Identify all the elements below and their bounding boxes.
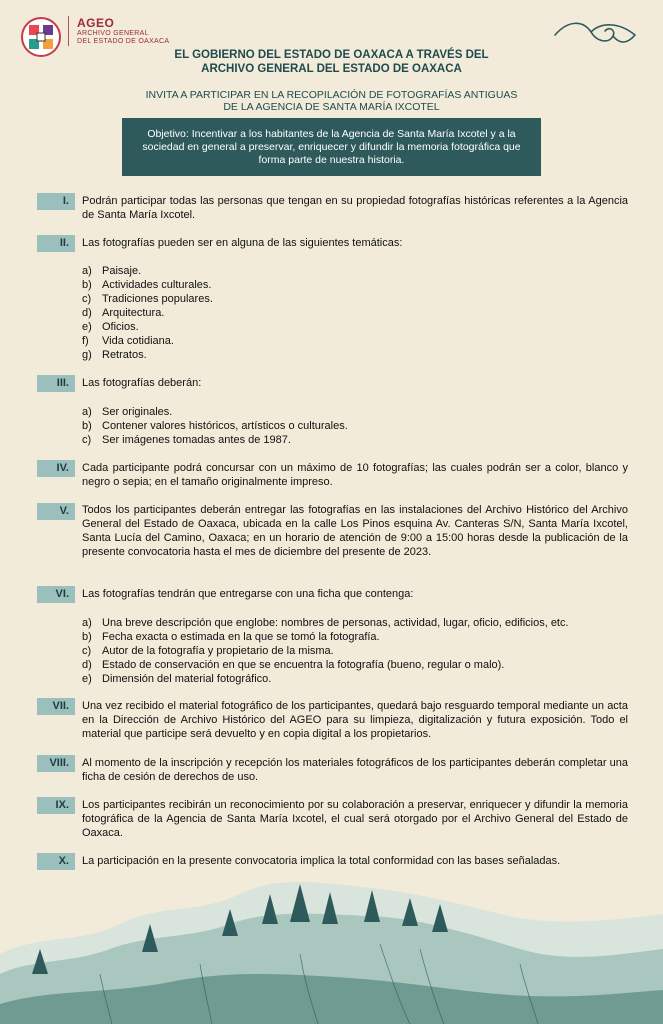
numeral-badge: VI. bbox=[37, 586, 75, 603]
list-item: d) Estado de conservación en que se encuentra la fotografía (bueno, regular o malo). bbox=[82, 659, 505, 671]
heading-line-1: EL GOBIERNO DEL ESTADO DE OAXACA A TRAVÉS DEL bbox=[174, 49, 489, 61]
list-item: a) Paisaje. bbox=[82, 265, 142, 277]
list-item: b) Actividades culturales. bbox=[82, 279, 212, 291]
list-item: e) Dimensión del material fotográfico. bbox=[82, 673, 272, 685]
numeral-badge: IV. bbox=[37, 460, 75, 477]
numeral-badge: II. bbox=[37, 235, 75, 252]
list-item: f) Vida cotidiana. bbox=[82, 335, 174, 347]
section-text: Las fotografías pueden ser en alguna de las siguientes temáticas: bbox=[82, 237, 403, 249]
numeral-badge: X. bbox=[37, 853, 75, 870]
list-item: a) Ser originales. bbox=[82, 406, 173, 418]
numeral-badge: V. bbox=[37, 503, 75, 520]
section-text: Todos los participantes deberán entregar las fotografías en las instalaciones del Archivo Histórico del Archivo General del Estado de Oaxaca, ubicada en la calle Los Pinos esquina Av. Canteras S/N, Santa María Ixcotel, Santa Lucía del Camino, Oaxaca; en un horario de atención de 9:00 a 15:00 horas desde la publicación de la presente convocatoria hasta el mes de diciembre del presente de 2023. bbox=[82, 504, 628, 558]
list-item: c) Autor de la fotografía y propietario de la misma. bbox=[82, 645, 334, 657]
list-item: b) Contener valores históricos, artísticos o culturales. bbox=[82, 420, 348, 432]
list-item: d) Arquitectura. bbox=[82, 307, 165, 319]
section-text: Los participantes recibirán un reconocimiento por su colaboración a preservar, enriquecer y difundir la memoria fotográfica de la Agencia de Santa María Ixcotel, el cual será otorgado por el Archivo General del Estado de Oaxaca. bbox=[82, 799, 628, 839]
list-item: c) Ser imágenes tomadas antes de 1987. bbox=[82, 434, 291, 446]
list-item: g) Retratos. bbox=[82, 349, 147, 361]
section-text: La participación en la presente convocatoria implica la total conformidad con las bases señaladas. bbox=[82, 855, 561, 867]
list-item: c) Tradiciones populares. bbox=[82, 293, 213, 305]
brand-sub-2: DEL ESTADO DE OAXACA bbox=[77, 38, 170, 45]
brand-name: AGEO bbox=[77, 16, 115, 30]
brand-block bbox=[68, 16, 169, 46]
section-text: Las fotografías deberán: bbox=[82, 377, 202, 389]
heading-line-2: ARCHIVO GENERAL DEL ESTADO DE OAXACA bbox=[201, 63, 462, 75]
numeral-badge: VIII. bbox=[37, 755, 75, 772]
section-text: Al momento de la inscripción y recepción los materiales fotográficos de los participantes deberán completar una ficha de cesión de derechos de uso. bbox=[82, 757, 628, 783]
numeral-badge: III. bbox=[37, 375, 75, 392]
heading-line-4: DE LA AGENCIA DE SANTA MARÍA IXCOTEL bbox=[223, 101, 440, 113]
section-text: Podrán participar todas las personas que tengan en su propiedad fotografías históricas referentes a la Agencia de Santa María Ixcotel. bbox=[82, 195, 628, 221]
numeral-badge: VII. bbox=[37, 698, 75, 715]
numeral-badge: I. bbox=[37, 193, 75, 210]
landscape-illustration bbox=[0, 854, 663, 1024]
section-text: Una vez recibido el material fotográfico de los participantes, quedará bajo resguardo temporal mediante un acta en la Dirección de Archivo Histórico del AGEO para su limpieza, digitalización y futura exposición. Todo el material que participe será devuelto y en copia digital a los propietarios. bbox=[82, 700, 628, 740]
flourish-ornament-icon bbox=[553, 18, 637, 52]
section-text: Cada participante podrá concursar con un máximo de 10 fotografías; las cuales podrán ser a color, blanco y negro o sepia; en el tamaño originalmente impreso. bbox=[82, 462, 628, 488]
brand-sub-1: ARCHIVO GENERAL bbox=[77, 30, 149, 37]
objective-box: Objetivo: Incentivar a los habitantes de la Agencia de Santa María Ixcotel y a la sociedad en general a preservar, enriquecer y difundir la memoria fotográfica que forma parte de nuestra historia. bbox=[122, 118, 541, 176]
numeral-badge: IX. bbox=[37, 797, 75, 814]
heading-line-3: INVITA A PARTICIPAR EN LA RECOPILACIÓN DE FOTOGRAFÍAS ANTIGUAS bbox=[145, 89, 518, 101]
section-text: Las fotografías tendrán que entregarse con una ficha que contenga: bbox=[82, 588, 414, 600]
list-item: e) Oficios. bbox=[82, 321, 139, 333]
list-item: a) Una breve descripción que englobe: nombres de personas, actividad, lugar, oficio, edificios, etc. bbox=[82, 617, 569, 629]
list-item: b) Fecha exacta o estimada en la que se tomó la fotografía. bbox=[82, 631, 380, 643]
